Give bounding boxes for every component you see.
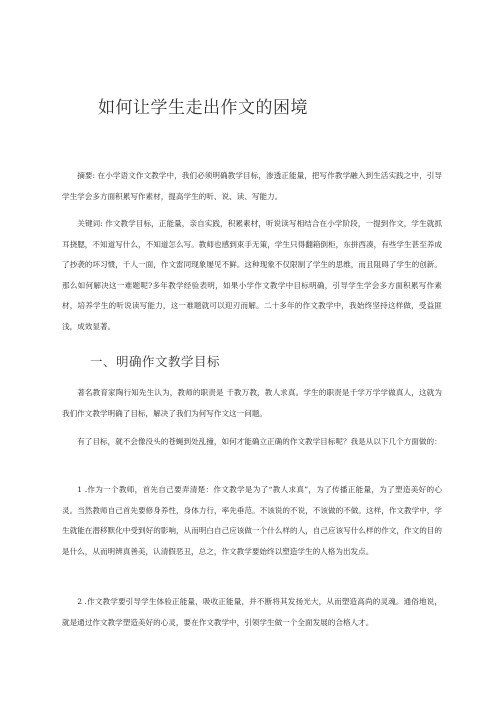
document-title: 如何让学生走出作文的困境 [98,98,308,118]
body-paragraph-4: 2 .作文教学要引导学生体验正能量，吸收正能量，并不断将其发扬光大，从而塑造高尚的灵魂。通俗地说，就是通过作文教学塑造美好的心灵，要在作文教学中，引领学生做一个全面发展的合格人才。 [62,597,442,627]
body-paragraph-1: 著名教育家陶行知先生认为，教师的职责是 千教万教，教人求真。学生的职责是千学万学学做真人，这就为我们作文教学明确了目标，解决了我们为何写作文这一问题。 [62,388,442,418]
abstract-paragraph: 摘要: 在小学语文作文教学中，我们必须明确教学目标，渗透正能量，把写作教学融入到生活实践之中，引导学生学会多方面积累写作素材，提高学生的听、说、读、写能力。 [62,171,442,201]
body-paragraph-3: 1 .作为一个教师，首先自己要弄清楚：作文教学是为了“教人求真”，为了传播正能量，为了塑造美好的心灵。当然教师自己首先要修身养性，身体力行，率先垂范。不该说的不说，不该做的不做。这样，作文教学中，学生就能在潜移默化中受到好的影响，从而明白自己应该做一个什么样的人，自己应该写什么样的作文，作文的目的是什么，从而明辨真善美，认清假恶丑，总之，作文教学要始终以塑造学生的人格为出发点。 [62,485,442,556]
section-heading: 一、明确作文教学目标 [90,354,221,369]
keywords-introduction-paragraph: 关键词: 作文教学目标，正能量，亲自实践，积累素材，听说读写相结合在小学阶段，一提到作文，学生就抓耳挠腮，不知道写什么，不知道怎么写。教师也感到束手无策，学生只得翻箱倒柜，东拼西凑，有些学生甚至养成了抄袭的坏习惯，千人一面，作文雷同现象屡见不鲜。这种现象不仅限制了学生的思维，而且阻碍了学生的创新。那么如何解决这一难题呢?多年教学经验表明，如果小学作文教学中目标明确，引导学生学会多方面积累写作素材，培养学生的听说读写能力，这一难题就可以迎刃而解。二十多年的作文教学中，我始终坚持这样做，受益匪浅，成效显著。 [62,219,442,331]
body-paragraph-2: 有了目标，就不会像没头的苍蝇到处乱撞，如何才能确立正确的作文教学目标呢？我是从以下几个方面做的： [77,437,442,446]
